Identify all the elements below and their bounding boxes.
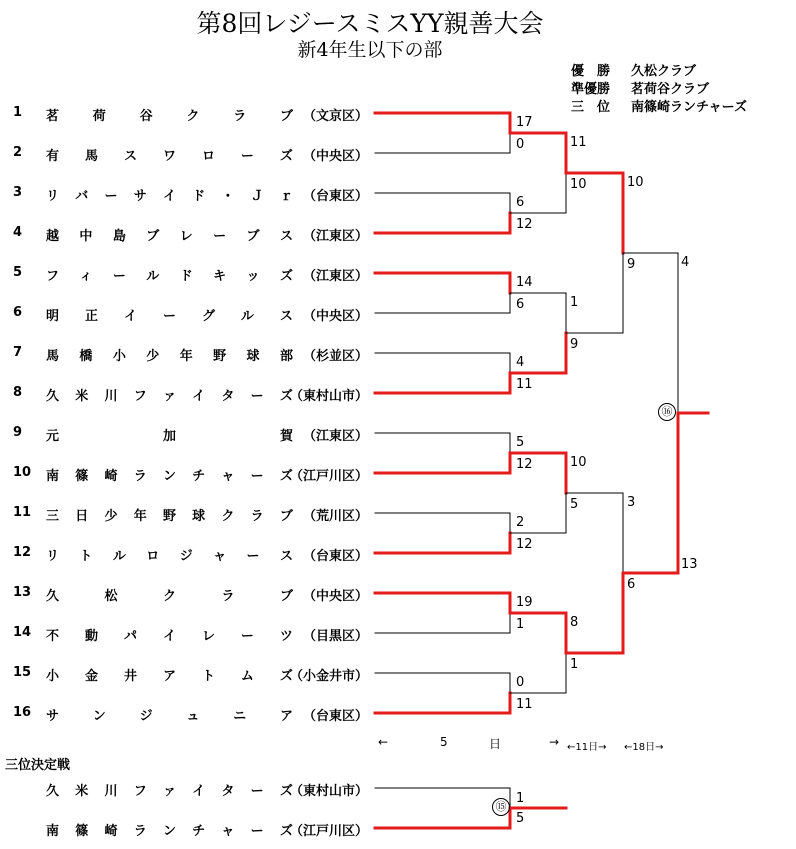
team-name-char: 崎 bbox=[104, 469, 118, 484]
team-name-char: 不 bbox=[46, 629, 60, 644]
bracket-line-round1 bbox=[375, 433, 510, 453]
team-name-char: ア bbox=[279, 709, 293, 724]
team-name-char: 年 bbox=[133, 509, 147, 524]
bracket-line-round1 bbox=[375, 213, 510, 233]
team-name-char: 篠 bbox=[75, 824, 89, 839]
team-name-char: ズ bbox=[279, 149, 293, 164]
team-name-char: ジ bbox=[139, 709, 153, 724]
bracket-line-round1 bbox=[375, 673, 510, 693]
page-subtitle: 新4年生以下の部 bbox=[297, 39, 443, 61]
team-name bbox=[46, 780, 293, 799]
team-ward: （目黒区） bbox=[302, 629, 368, 644]
team-ward: （江戸川区） bbox=[289, 469, 368, 484]
team-name-char: ラ bbox=[250, 509, 264, 524]
team-name-char: ズ bbox=[279, 824, 293, 839]
team-number: 5 bbox=[13, 265, 23, 280]
team-name-char: ワ bbox=[162, 149, 176, 164]
score-label: 13 bbox=[681, 557, 698, 572]
team-name-char: イ bbox=[192, 784, 206, 799]
team-name-char: ス bbox=[279, 549, 293, 564]
bracket-line-round1 bbox=[375, 133, 510, 153]
team-name-char: 球 bbox=[246, 349, 260, 364]
team-ward: （東村山市） bbox=[289, 389, 368, 404]
team-name-char: フ bbox=[133, 389, 147, 404]
team-name-char: ク bbox=[186, 109, 200, 124]
team-name-char: ロ bbox=[201, 149, 215, 164]
team-name-char: 谷 bbox=[139, 109, 153, 124]
team-name-char: チ bbox=[192, 469, 206, 484]
team-number: 1 bbox=[13, 105, 23, 120]
game-number-badge: ⑯ bbox=[658, 403, 676, 421]
team-number: 6 bbox=[13, 305, 23, 320]
team-number: 15 bbox=[13, 665, 32, 680]
team-name-char: バ bbox=[75, 189, 89, 204]
team-ward: （江東区） bbox=[302, 229, 368, 244]
team-name-char: 崎 bbox=[104, 824, 118, 839]
team-name-char: ー bbox=[213, 229, 227, 244]
team-ward: （杉並区） bbox=[302, 349, 368, 364]
result-team: 茗荷谷クラブ bbox=[631, 82, 710, 97]
team-ward: （江東区） bbox=[302, 269, 368, 284]
score-label: 9 bbox=[570, 337, 579, 352]
team-name-char: Ｊ bbox=[250, 189, 264, 204]
team-name-char: 川 bbox=[104, 389, 118, 404]
team-name-char: サ bbox=[133, 189, 147, 204]
team-name-char: 橋 bbox=[79, 349, 93, 364]
team-name-char: タ bbox=[221, 784, 235, 799]
bracket-line-round1 bbox=[375, 593, 510, 613]
team-name-char: 加 bbox=[162, 429, 176, 444]
team-name-char: パ bbox=[123, 629, 137, 644]
team-name-char: 日 bbox=[75, 509, 89, 524]
team-name-char: ム bbox=[240, 669, 254, 684]
third-place-title: 三位決定戦 bbox=[5, 758, 71, 773]
bracket-line-third-place bbox=[375, 808, 510, 828]
team-name-char: ブ bbox=[146, 229, 160, 244]
score-label: 9 bbox=[627, 257, 636, 272]
team-name-char: 南 bbox=[46, 469, 60, 484]
team-number: 4 bbox=[13, 225, 23, 240]
team-name-char: ラ bbox=[233, 109, 247, 124]
team-name-char: 荷 bbox=[92, 109, 106, 124]
page-title: 第8回レジースミスYY親善大会 bbox=[196, 9, 544, 38]
team-name-char: ブ bbox=[279, 589, 293, 604]
team-number: 11 bbox=[13, 505, 32, 520]
team-name-char: 球 bbox=[192, 509, 206, 524]
score-label: 1 bbox=[570, 295, 579, 310]
team-number: 3 bbox=[13, 185, 23, 200]
score-label: 4 bbox=[516, 355, 525, 370]
team-name-char: ク bbox=[162, 589, 176, 604]
team-name-char: ャ bbox=[221, 469, 235, 484]
team-ward: （東村山市） bbox=[289, 784, 368, 799]
team-name-char: ー bbox=[240, 629, 254, 644]
score-label: 11 bbox=[516, 697, 533, 712]
team-ward: （文京区） bbox=[302, 109, 368, 124]
team-name-char: 賀 bbox=[279, 429, 293, 444]
team-name-char: 有 bbox=[46, 149, 60, 164]
bracket-line-final bbox=[623, 413, 678, 573]
team-number: 2 bbox=[13, 145, 23, 160]
team-name-char: イ bbox=[162, 189, 176, 204]
team-ward: （台東区） bbox=[302, 189, 368, 204]
team-name-char: ラ bbox=[133, 469, 147, 484]
team-name-char: 少 bbox=[104, 509, 118, 524]
team-name-char: ズ bbox=[279, 469, 293, 484]
team-name-char: ー bbox=[240, 149, 254, 164]
score-label: 12 bbox=[516, 537, 533, 552]
team-name-char: 久 bbox=[46, 784, 60, 799]
team-name-char: 越 bbox=[46, 229, 60, 244]
date-day-kanji: 日 bbox=[489, 737, 502, 751]
date-right-arrow: → bbox=[549, 735, 560, 749]
score-label: 6 bbox=[516, 297, 525, 312]
bracket-line-round1 bbox=[375, 373, 510, 393]
team-name-char: ー bbox=[250, 824, 264, 839]
score-label: 5 bbox=[570, 497, 579, 512]
team-number: 13 bbox=[13, 585, 32, 600]
team-name-char: ル bbox=[112, 549, 126, 564]
team-name-char: フ bbox=[133, 784, 147, 799]
third-place-row bbox=[13, 780, 368, 800]
team-name-char: 久 bbox=[46, 389, 60, 404]
bracket-line-round1 bbox=[375, 613, 510, 633]
team-name-char: リ bbox=[46, 549, 60, 564]
team-name-char: ス bbox=[279, 229, 293, 244]
team-name-char: ズ bbox=[279, 669, 293, 684]
team-name-char: 動 bbox=[84, 629, 98, 644]
team-name-char: 米 bbox=[75, 389, 89, 404]
team-ward: （江東区） bbox=[302, 429, 368, 444]
result-team: 南篠崎ランチャーズ bbox=[631, 100, 747, 115]
bracket-line-round1 bbox=[375, 533, 510, 553]
bracket-line-round1 bbox=[375, 113, 510, 133]
team-name-char: ー bbox=[250, 469, 264, 484]
team-name-char: ッ bbox=[246, 269, 260, 284]
team-name-char: ー bbox=[162, 309, 176, 324]
date-round3: ←18日→ bbox=[624, 742, 664, 753]
team-name-char: ラ bbox=[221, 589, 235, 604]
team-name-char: ィ bbox=[79, 269, 93, 284]
team-name-char: ン bbox=[162, 824, 176, 839]
team-name-char: ー bbox=[250, 784, 264, 799]
team-name-char: イ bbox=[123, 309, 137, 324]
third-place-row bbox=[13, 820, 368, 840]
score-label: 5 bbox=[516, 435, 525, 450]
team-name-char: 明 bbox=[46, 309, 60, 324]
team-name-char: ー bbox=[250, 389, 264, 404]
team-name-char: 井 bbox=[123, 669, 137, 684]
team-name-char: ン bbox=[92, 709, 106, 724]
team-name-char: 久 bbox=[46, 589, 60, 604]
team-name-char: 馬 bbox=[84, 149, 98, 164]
team-number: 12 bbox=[13, 545, 32, 560]
score-label: 1 bbox=[516, 617, 525, 632]
score-label: 10 bbox=[570, 177, 587, 192]
date-round2: ←11日→ bbox=[567, 742, 607, 753]
score-label: 10 bbox=[570, 455, 587, 470]
team-number: 9 bbox=[13, 425, 23, 440]
score-label: 0 bbox=[516, 137, 525, 152]
team-ward: （小金井市） bbox=[289, 669, 368, 684]
team-name-char: 島 bbox=[112, 229, 126, 244]
team-name-char: 正 bbox=[84, 309, 98, 324]
team-name-char: ル bbox=[240, 309, 254, 324]
team-name-char: ツ bbox=[279, 629, 293, 644]
team-name-char: 元 bbox=[46, 429, 60, 444]
score-label: 8 bbox=[570, 615, 579, 630]
team-name-char: 三 bbox=[46, 509, 60, 524]
score-label: 11 bbox=[516, 377, 533, 392]
team-ward: （台東区） bbox=[302, 709, 368, 724]
score-label: 6 bbox=[627, 577, 636, 592]
score-label: 1 bbox=[516, 791, 525, 806]
team-name bbox=[46, 820, 293, 839]
team-name-char: ァ bbox=[162, 784, 176, 799]
team-name-char: フ bbox=[46, 269, 60, 284]
team-name-char: ・ bbox=[221, 189, 235, 204]
score-label: 19 bbox=[516, 595, 533, 610]
team-name-char: ー bbox=[112, 269, 126, 284]
team-name-char: イ bbox=[162, 629, 176, 644]
bracket-line-round1 bbox=[375, 353, 510, 373]
bracket-line-round1 bbox=[375, 453, 510, 473]
team-name-char: グ bbox=[201, 309, 215, 324]
team-ward: （中央区） bbox=[302, 589, 368, 604]
score-label: 2 bbox=[516, 515, 525, 530]
team-name-char: ク bbox=[221, 509, 235, 524]
team-name-char: ー bbox=[104, 189, 118, 204]
score-label: 1 bbox=[570, 657, 579, 672]
team-name-char: リ bbox=[46, 189, 60, 204]
score-label: 0 bbox=[516, 675, 525, 690]
team-name-char: タ bbox=[221, 389, 235, 404]
team-name-char: ュ bbox=[186, 709, 200, 724]
team-name-char: 篠 bbox=[75, 469, 89, 484]
date-left-arrow: ← bbox=[378, 735, 389, 749]
score-label: 4 bbox=[681, 255, 690, 270]
score-label: 14 bbox=[516, 275, 533, 290]
team-name-char: 少 bbox=[146, 349, 160, 364]
score-label: 5 bbox=[516, 811, 525, 826]
bracket-line-third-place bbox=[375, 788, 510, 808]
team-name-char: ズ bbox=[279, 389, 293, 404]
team-name-char: キ bbox=[213, 269, 227, 284]
bracket-line-final bbox=[623, 253, 678, 413]
team-name-char: ャ bbox=[221, 824, 235, 839]
score-label: 3 bbox=[627, 495, 636, 510]
team-name-char: 年 bbox=[179, 349, 193, 364]
bracket-line-round1 bbox=[375, 513, 510, 533]
team-name-char: ブ bbox=[279, 509, 293, 524]
team-name-char: ト bbox=[79, 549, 93, 564]
team-name-char: ト bbox=[201, 669, 215, 684]
bracket-line-round1 bbox=[375, 693, 510, 713]
team-name-char: サ bbox=[46, 709, 60, 724]
team-name-char: レ bbox=[201, 629, 215, 644]
team-name-char: 小 bbox=[46, 669, 60, 684]
bracket-line-round3 bbox=[566, 573, 623, 653]
result-label: 準優勝 bbox=[571, 82, 611, 97]
team-ward: （荒川区） bbox=[302, 509, 368, 524]
team-name-char: 米 bbox=[75, 784, 89, 799]
team-name-char: イ bbox=[192, 389, 206, 404]
score-label: 12 bbox=[516, 217, 533, 232]
team-name-char: ー bbox=[246, 549, 260, 564]
team-name-char: ル bbox=[146, 269, 160, 284]
team-name-char: ニ bbox=[233, 709, 247, 724]
team-name-char: ャ bbox=[213, 549, 227, 564]
team-name-char: 馬 bbox=[46, 349, 60, 364]
bracket-line-round1 bbox=[375, 293, 510, 313]
team-name-char: ァ bbox=[162, 389, 176, 404]
team-name-char: 川 bbox=[104, 784, 118, 799]
bracket-line-round1 bbox=[375, 193, 510, 213]
team-name-char: ブ bbox=[246, 229, 260, 244]
team-name-char: チ bbox=[192, 824, 206, 839]
team-name-char: ア bbox=[162, 669, 176, 684]
date-day-number: 5 bbox=[440, 735, 448, 749]
team-number: 7 bbox=[13, 345, 23, 360]
score-label: 12 bbox=[516, 457, 533, 472]
team-number: 16 bbox=[13, 705, 32, 720]
team-name-char: ズ bbox=[279, 784, 293, 799]
score-label: 11 bbox=[570, 135, 587, 150]
result-label: 優 勝 bbox=[571, 64, 611, 79]
team-number: 10 bbox=[13, 465, 32, 480]
team-name-char: ブ bbox=[279, 109, 293, 124]
bracket-line-round3 bbox=[566, 253, 623, 333]
result-label: 三 位 bbox=[571, 100, 611, 115]
team-name-char: 松 bbox=[104, 589, 118, 604]
score-label: 6 bbox=[516, 195, 525, 210]
team-ward: （台東区） bbox=[302, 549, 368, 564]
team-number: 14 bbox=[13, 625, 32, 640]
team-name-char: 野 bbox=[162, 509, 176, 524]
game-number-badge: ⑮ bbox=[492, 798, 510, 816]
score-label: 10 bbox=[627, 175, 644, 190]
team-ward: （中央区） bbox=[302, 149, 368, 164]
team-name-char: 中 bbox=[79, 229, 93, 244]
team-name-char: 南 bbox=[46, 824, 60, 839]
team-ward: （江戸川区） bbox=[289, 824, 368, 839]
team-name-char: ス bbox=[123, 149, 137, 164]
team-name-char: 部 bbox=[279, 349, 293, 364]
team-name-char: ジ bbox=[179, 549, 193, 564]
score-label: 17 bbox=[516, 115, 533, 130]
team-name-char: 茗 bbox=[46, 109, 60, 124]
team-name-char: ス bbox=[279, 309, 293, 324]
team-name-char: ド bbox=[179, 269, 193, 284]
team-name-char: ン bbox=[162, 469, 176, 484]
team-ward: （中央区） bbox=[302, 309, 368, 324]
team-name-char: レ bbox=[179, 229, 193, 244]
team-number: 8 bbox=[13, 385, 23, 400]
team-name-char: 金 bbox=[84, 669, 98, 684]
team-name-char: 野 bbox=[213, 349, 227, 364]
team-name-char: ラ bbox=[133, 824, 147, 839]
team-name-char: ｒ bbox=[279, 189, 293, 204]
team-name-char: 小 bbox=[112, 349, 126, 364]
bracket-line-round1 bbox=[375, 273, 510, 293]
team-name-char: ロ bbox=[146, 549, 160, 564]
team-name-char: ズ bbox=[279, 269, 293, 284]
result-team: 久松クラブ bbox=[631, 64, 697, 79]
team-name-char: ド bbox=[192, 189, 206, 204]
